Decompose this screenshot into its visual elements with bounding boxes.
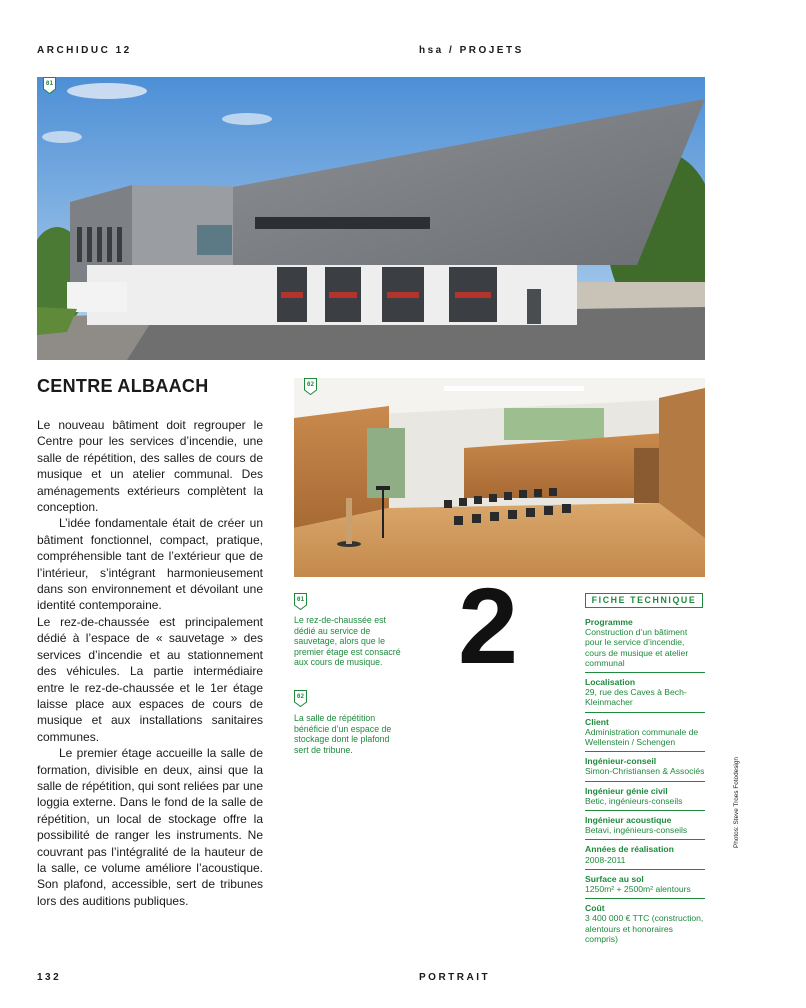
- fiche-item: [585, 677, 705, 713]
- fiche-value: Construction d’un bâtiment pour le service d’incendie, cours de musique et atelier communal: [585, 627, 689, 668]
- fiche-value: 1250m² + 2500m² alentours: [585, 884, 691, 895]
- caption-01: Le rez-de-chaussée est dédié au service de sauvetage, alors que le premier étage est consacré aux cours de musique.: [294, 615, 401, 668]
- exterior-photo: [37, 77, 705, 360]
- fiche-value: 29, rue des Caves à Bech-Kleinmacher: [585, 687, 687, 708]
- section-header: hsa / PROJETS: [419, 45, 524, 56]
- fiche-item: [585, 786, 705, 811]
- fiche-label: Ingénieur génie civil: [585, 785, 668, 796]
- footer-section: PORTRAIT: [419, 972, 491, 983]
- fiche-item: [585, 903, 705, 948]
- fiche-value: 3 400 000 € TTC (construction, alentours et honoraires compris): [585, 913, 704, 944]
- caption-tag-02: 02: [294, 690, 307, 707]
- photo-tag-01: 01: [43, 77, 56, 94]
- fiche-value: Simon-Christiansen & Associés: [585, 766, 705, 777]
- fiche-technique: [585, 617, 705, 952]
- fiche-label: Client: [585, 716, 609, 727]
- fiche-label: Localisation: [585, 677, 636, 688]
- page-number: 132: [37, 972, 62, 983]
- fiche-label: Programme: [585, 617, 633, 627]
- fiche-item: [585, 874, 705, 899]
- paragraph: L’idée fondamentale était de créer un bâtiment fonctionnel, compact, pratique, compréhensible tant de l’extérieur que de l’intérieur, s’intégrant harmonieusement dans son environnement et dévoilant une identité contemporaine.: [37, 516, 263, 613]
- article-body: [37, 417, 263, 909]
- fiche-item: [585, 756, 705, 781]
- fiche-item: [585, 617, 705, 673]
- fiche-item: [585, 815, 705, 840]
- fiche-value: Administration communale de Wellenstein / Schengen: [585, 726, 699, 748]
- rehearsal-hall-photo: [294, 378, 705, 577]
- fiche-label: Surface au sol: [585, 873, 644, 884]
- caption-tag-01: 01: [294, 593, 307, 610]
- fiche-label: Ingénieur-conseil: [585, 756, 657, 767]
- photo-credit: Photos: Steve Troes Fotodesign: [733, 757, 740, 848]
- caption-02: La salle de répétition bénéficie d’un espace de stockage dont le plafond sert de tribune.: [294, 713, 392, 755]
- fiche-item: [585, 717, 705, 753]
- fiche-value: Betic, ingénieurs-conseils: [585, 795, 683, 806]
- fiche-label: Ingénieur acoustique: [585, 815, 672, 826]
- fiche-label: Années de réalisation: [585, 844, 674, 855]
- paragraph: Le rez-de-chaussée est principalement dédié à l’espace de « sauvetage » des services d’incendie et au stationnement des véhicules. La partie intermédiaire entre le rez-de-chaussée et le 1er étage laisse place aux espaces de cours de musique et aux installations sanitaires communes.: [37, 614, 263, 744]
- project-number: 2: [457, 565, 515, 686]
- photo-tag-02: 02: [304, 378, 317, 395]
- magazine-title: ARCHIDUC 12: [37, 45, 132, 56]
- paragraph: Le nouveau bâtiment doit regrouper le Centre pour les services d’incendie, une salle de répétition, des salles de cours de musique et un atelier communal. Des aménagements extérieurs complètent la conception.: [37, 418, 263, 515]
- fiche-value: 2008-2011: [585, 854, 626, 865]
- fiche-item: [585, 844, 705, 869]
- article-title: CENTRE ALBAACH: [37, 376, 209, 396]
- fiche-heading: FICHE TECHNIQUE: [585, 593, 703, 608]
- fiche-label: Coût: [585, 903, 605, 914]
- fiche-value: Betavi, ingénieurs-conseils: [585, 825, 688, 836]
- paragraph: Le premier étage accueille la salle de formation, divisible en deux, ainsi que la salle de répétition, qui sont reliées par une loggia externe. Dans le fond de la salle de répétition, un local de stockage offre la possibilité de ranger les instruments. Ne couvrant pas l’intégralité de la hauteur de la salle, ce volume améliore l’acoustique. Son plafond, accessible, sert de tribunes lors des auditions publiques.: [37, 746, 263, 908]
